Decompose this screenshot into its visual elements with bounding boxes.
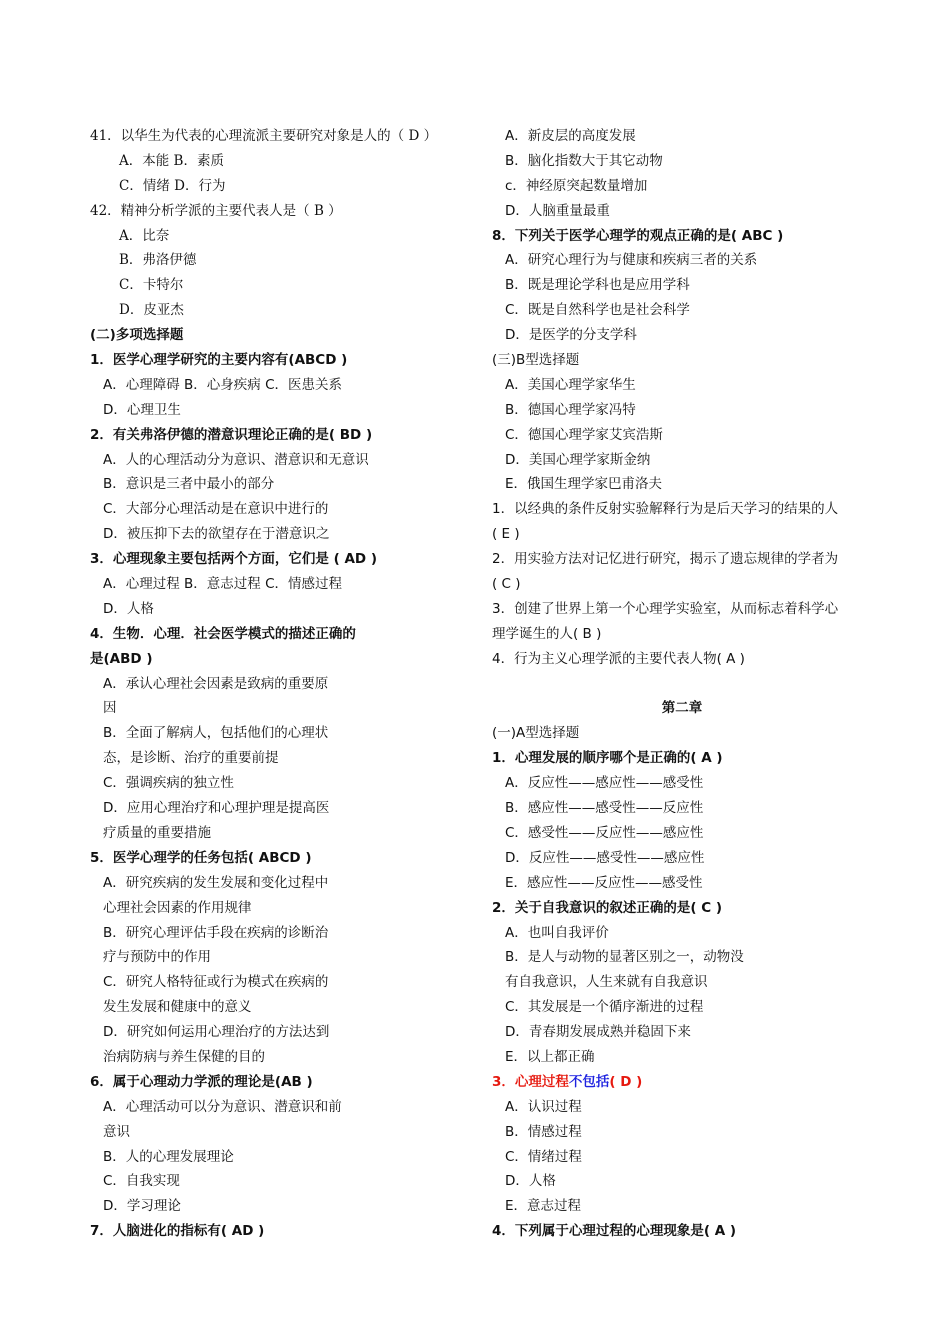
question-line: 8．下列关于医学心理学的观点正确的是( ABC ) [492,227,784,244]
text-line: 是(ABD ) [90,650,153,667]
text-line: (二)多项选择题 [90,327,184,344]
option-line: C．情绪过程 [505,1148,582,1165]
option-line: A．美国心理学家华生 [505,376,636,393]
option-line: c．神经原突起数量增加 [505,177,648,194]
option-line: D．人格 [103,600,154,617]
option-line: D．人格 [505,1173,556,1190]
option-line: D．学习理论 [103,1198,181,1215]
option-line: B．既是理论学科也是应用学科 [505,277,690,294]
option-line: A．认识过程 [505,1098,582,1115]
question-line: 2．用实验方法对记忆进行研究，揭示了遗忘规律的学者为 [492,551,839,568]
option-line: B．弗洛伊德 [119,252,197,269]
option-line: C．卡特尔 [119,277,184,294]
question-line: 1．以经典的条件反射实验解释行为是后天学习的结果的人 [492,501,839,518]
option-line: 有自我意识，人生来就有自我意识 [505,974,708,991]
question-line: 2．关于自我意识的叙述正确的是( C ) [492,899,723,916]
question-text-segment: ( D ) [609,1073,643,1090]
question-line: 4．生物．心理．社会医学模式的描述正确的 [90,625,356,642]
option-line: D．研究如何运用心理治疗的方法达到 [103,1024,330,1041]
question-line: 41．以华生为代表的心理流派主要研究对象是人的（ D ） [90,128,438,144]
question-line: 1．医学心理学研究的主要内容有(ABCD ) [90,352,348,369]
option-line: 态，是诊断、治疗的重要前提 [103,750,279,767]
option-line: 发生发展和健康中的意义 [103,999,252,1016]
text-line: (一)A型选择题 [492,725,580,742]
question-line: 6．属于心理动力学派的理论是(AB ) [90,1073,313,1090]
option-line: B．情感过程 [505,1123,582,1140]
option-line: A．心理过程 B．意志过程 C．情感过程 [103,576,343,593]
option-line: A．承认心理社会因素是致病的重要原 [103,675,329,692]
option-line: C．既是自然科学也是社会科学 [505,302,690,319]
option-line: A．新皮层的高度发展 [505,128,636,144]
option-line: A．研究疾病的发生发展和变化过程中 [103,874,329,891]
text-line [492,672,872,697]
option-line: E．以上都正确 [505,1048,595,1065]
option-line: A．也叫自我评价 [505,924,609,941]
option-line: D．皮亚杰 [119,302,184,319]
question-line: 4．行为主义心理学派的主要代表人物( A ) [492,650,745,667]
option-line: D．应用心理治疗和心理护理是提高医 [103,800,330,817]
option-line: B．德国心理学家冯特 [505,401,636,418]
question-text-segment: 不包括 [568,1073,610,1090]
question-line: 2．有关弗洛伊德的潜意识理论正确的是( BD ) [90,426,373,443]
left-column [90,124,475,1244]
option-line: C．研究人格特征或行为模式在疾病的 [103,974,329,991]
question-text-segment: 3．心理过程 [492,1073,569,1090]
option-line: C．大部分心理活动是在意识中进行的 [103,501,329,518]
question-line [492,1070,872,1095]
option-line: E．感应性——反应性——感受性 [505,874,703,891]
right-column [492,124,872,1244]
text-line: ( E ) [492,526,520,543]
option-line: D．反应性——感受性——感应性 [505,849,705,866]
question-line: 1．心理发展的顺序哪个是正确的( A ) [492,750,723,767]
option-line: A．人的心理活动分为意识、潜意识和无意识 [103,451,369,468]
option-line: A．本能 B．素质 [119,152,224,169]
option-line: B．人的心理发展理论 [103,1148,234,1165]
option-line: C．强调疾病的独立性 [103,775,234,792]
option-line: B．研究心理评估手段在疾病的诊断治 [103,924,329,941]
option-line: B．是人与动物的显著区别之一，动物没 [505,949,744,966]
option-line: B．意识是三者中最小的部分 [103,476,275,493]
question-line: 3．心理现象主要包括两个方面，它们是 ( AD ) [90,551,377,568]
option-line: B．感应性——感受性——反应性 [505,800,704,817]
chapter-heading: 第二章 [661,700,703,717]
question-line: 3．创建了世界上第一个心理学实验室，从而标志着科学心 [492,600,839,617]
question-line: 4．下列属于心理过程的心理现象是( A ) [492,1223,737,1240]
option-line: A．研究心理行为与健康和疾病三者的关系 [505,252,758,269]
option-line: C．德国心理学家艾宾浩斯 [505,426,663,443]
question-line: 5．医学心理学的任务包括( ABCD ) [90,849,312,866]
option-line: D．美国心理学家斯金纳 [505,451,651,468]
option-line: D．是医学的分支学科 [505,327,637,344]
option-line: 疗质量的重要措施 [103,824,211,841]
option-line: C．自我实现 [103,1173,180,1190]
option-line: D．心理卫生 [103,401,181,418]
option-line: B．脑化指数大于其它动物 [505,152,663,169]
text-line: 理学诞生的人( B ) [492,625,602,642]
option-line: E．俄国生理学家巴甫洛夫 [505,476,663,493]
option-line: D．青春期发展成熟并稳固下来 [505,1024,691,1041]
option-line: 因 [103,700,117,717]
option-line: A．比奈 [119,227,170,244]
option-line: A．心理活动可以分为意识、潜意识和前 [103,1098,342,1115]
option-line: A．反应性——感应性——感受性 [505,775,704,792]
option-line: 心理社会因素的作用规律 [103,899,252,916]
option-line: 疗与预防中的作用 [103,949,211,966]
question-line: 7．人脑进化的指标有( AD ) [90,1223,265,1240]
option-line: C．其发展是一个循序渐进的过程 [505,999,704,1016]
option-line: 意识 [103,1123,130,1140]
option-line: C．感受性——反应性——感应性 [505,824,704,841]
option-line: 治病防病与养生保健的目的 [103,1048,265,1065]
option-line: D．人脑重量最重 [505,202,610,219]
text-line: ( C ) [492,576,521,593]
option-line: C．情绪 D．行为 [119,177,226,194]
text-line: (三)B型选择题 [492,352,580,369]
option-line: E．意志过程 [505,1198,582,1215]
option-line: B．全面了解病人，包括他们的心理状 [103,725,329,742]
question-line: 42．精神分析学派的主要代表人是（ B ） [90,202,342,219]
option-line: D．被压抑下去的欲望存在于潜意识之 [103,526,330,543]
option-line: A．心理障碍 B．心身疾病 C．医患关系 [103,376,343,393]
